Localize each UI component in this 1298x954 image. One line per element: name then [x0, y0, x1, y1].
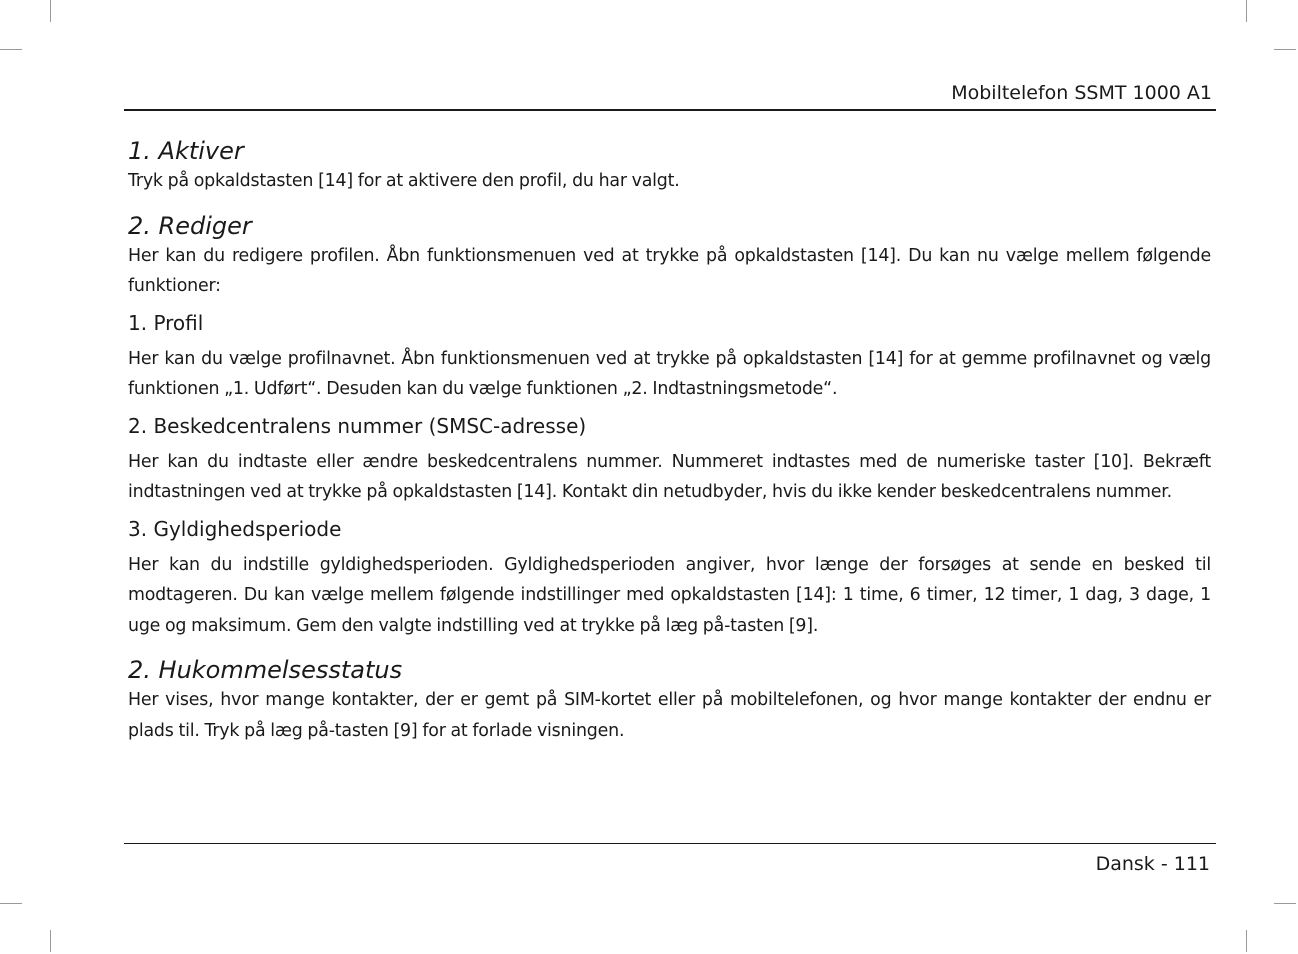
- page-number: 111: [1173, 853, 1210, 875]
- page-footer: [1096, 853, 1210, 875]
- crop-mark: [50, 0, 51, 22]
- section-text-hukommelsesstatus: Her vises, hvor mange kontakter, der er gemt på SIM-kortet eller på mobiltelefonen, og hvor mange kontakter der endnu er plads til. Tryk på læg på-tasten [9] for at forlade visningen.: [128, 690, 1211, 741]
- crop-mark: [0, 49, 22, 50]
- crop-mark: [1246, 0, 1247, 22]
- section-text-rediger: Her kan du redigere profilen. Åbn funktionsmenuen ved at trykke på opkaldstasten [14]. Du kan nu vælge mellem følgende funktioner:: [128, 245, 1211, 296]
- section-heading-rediger: 2. Rediger: [128, 211, 252, 240]
- footer-language: Dansk: [1095, 853, 1155, 875]
- crop-mark: [1274, 903, 1296, 904]
- subtext-profil: Her kan du vælge profilnavnet. Åbn funktionsmenuen ved at trykke på opkaldstasten [14] for at gemme profilnavnet og vælg funktionen „1. Udført“. Desuden kan du vælge funktionen „2. Indtastningsmetode“.: [128, 348, 1211, 399]
- section-heading-hukommelsesstatus: 2. Hukommelsesstatus: [128, 656, 403, 684]
- section-heading-aktiver: 1. Aktiver: [128, 137, 244, 165]
- subheading-profil: 1. Profil: [128, 310, 204, 335]
- subtext-smsc: Her kan du indtaste eller ændre beskedcentralens nummer. Nummeret indtastes med de numeriske taster [10]. Bekræft indtastningen ved at trykke på opkaldstasten [14]. Kontakt din netudbyder, hvis du ikke kender beskedcentralens nummer.: [128, 451, 1211, 502]
- crop-mark: [0, 903, 22, 904]
- header-rule: [124, 109, 1216, 111]
- page-content: [128, 134, 1211, 746]
- crop-mark: [1246, 930, 1247, 952]
- running-header: Mobiltelefon SSMT 1000 A1: [951, 82, 1212, 104]
- subtext-gyldighedsperiode: Her kan du indstille gyldighedsperioden. Gyldighedsperioden angiver, hvor længe der forsøges at sende en besked til modtageren. Du kan vælge mellem følgende indstillinger med opkaldstasten [14]: 1 time, 6 timer, 12 timer, 1 dag, 3 dage, 1 uge og maksimum. Gem den valgte indstilling ved at trykke på læg på-tasten [9].: [128, 554, 1211, 636]
- subheading-gyldighedsperiode: 3. Gyldighedsperiode: [128, 516, 342, 541]
- crop-mark: [50, 930, 51, 952]
- section-text-aktiver: Tryk på opkaldstasten [14] for at aktivere den profil, du har valgt.: [128, 171, 680, 191]
- subheading-smsc: 2. Beskedcentralens nummer (SMSC-adresse): [128, 413, 587, 438]
- footer-separator: -: [1160, 853, 1168, 875]
- footer-rule: [124, 843, 1216, 844]
- crop-mark: [1274, 49, 1296, 50]
